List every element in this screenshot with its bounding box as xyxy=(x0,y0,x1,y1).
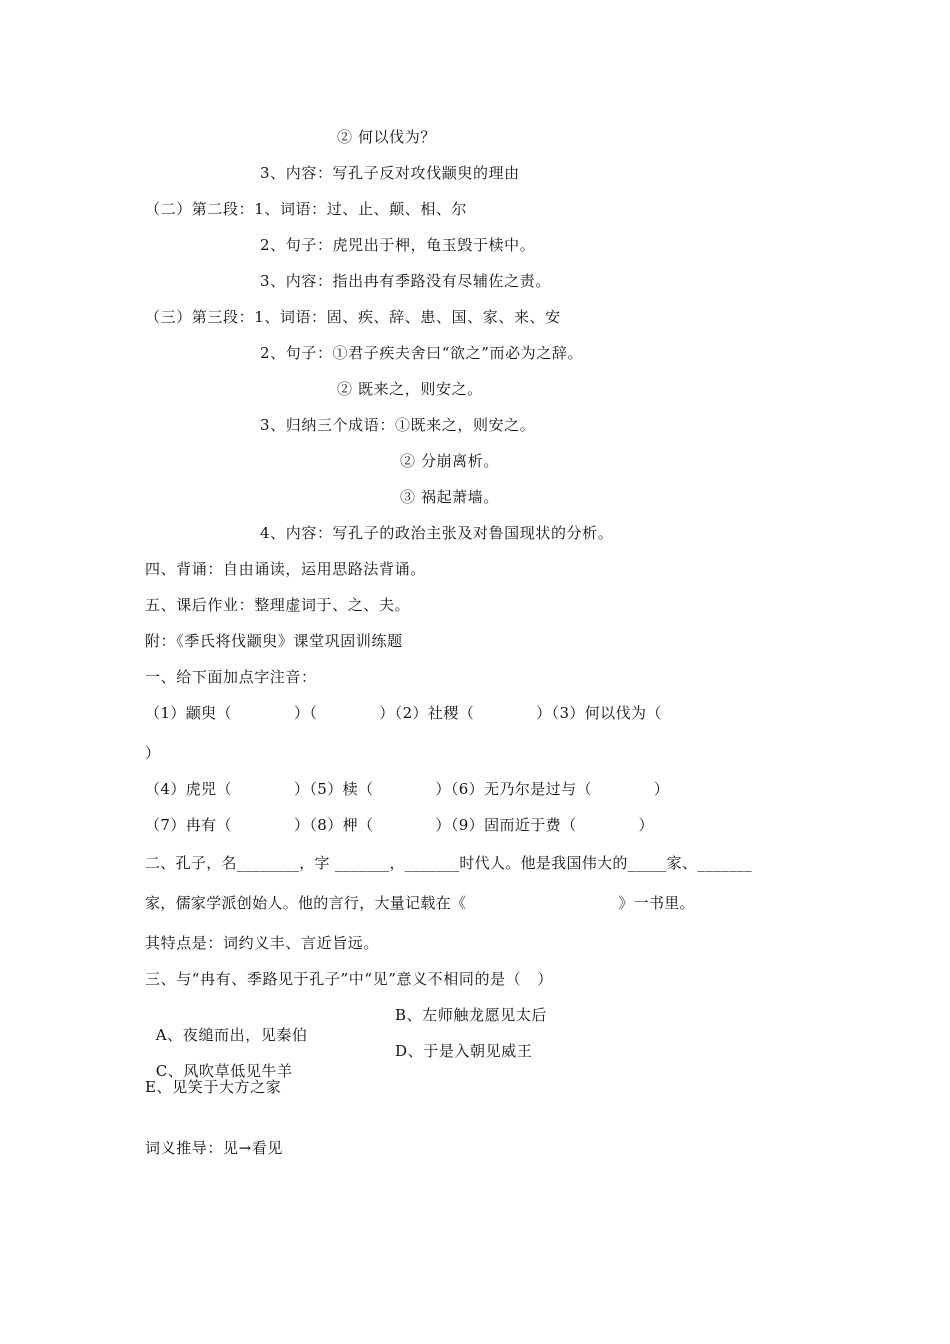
text-line: （1）颛臾（ ）（ ）（2）社稷（ ）（3）何以伐为（ xyxy=(145,704,662,722)
text-line: ② 何以伐为？ xyxy=(337,128,436,146)
text-line: ② 既来之，则安之。 xyxy=(337,380,483,398)
text-line: （7）冉有（ ）（8）柙（ ）（9）固而近于费（ ） xyxy=(145,816,654,834)
text-line: ② 分崩离析。 xyxy=(400,452,499,470)
text-line: 二、孔子，名________，字 _______，_______时代人。他是我国伟大的_____家、_______ xyxy=(145,854,752,872)
text-line: ） xyxy=(145,744,161,762)
text-line: 五、课后作业：整理虚词于、之、夫。 xyxy=(145,596,411,614)
text-line: 3、内容：写孔子反对攻伐颛臾的理由 xyxy=(260,164,520,182)
text-line: 2、句子：①君子疾夫舍曰“欲之”而必为之辞。 xyxy=(260,344,584,362)
text-line: 附：《季氏将伐颛臾》课堂巩固训练题 xyxy=(145,632,403,650)
text-line: 一、给下面加点字注音： xyxy=(145,668,317,686)
text-line: 家，儒家学派创始人。他的言行，大量记载在《 》一书里。 xyxy=(145,894,695,912)
text-line: 三、与“冉有、季路见于孔子”中“见”意义不相同的是（ ） xyxy=(145,970,553,988)
text-line: 词义推导：见→看见 xyxy=(145,1139,283,1157)
option-b: B、左师触龙愿见太后 xyxy=(395,1006,548,1024)
text-line: 2、句子：虎兕出于柙，龟玉毁于椟中。 xyxy=(260,236,536,254)
option-d: D、于是入朝见威王 xyxy=(395,1042,533,1060)
text-line: （二）第二段：1、词语：过、止、颠、相、尔 xyxy=(145,200,468,218)
option-row xyxy=(145,1041,745,1080)
option-row xyxy=(145,1005,745,1044)
text-line: （三）第三段：1、词语：固、疾、辞、患、国、家、来、安 xyxy=(145,308,561,326)
text-line: 四、背诵：自由诵读，运用思路法背诵。 xyxy=(145,560,426,578)
text-line: （4）虎兕（ ）（5）椟（ ）（6）无乃尔是过与（ ） xyxy=(145,780,670,798)
option-c: C、风吹草低见牛羊 xyxy=(155,1062,293,1080)
text-line: E、见笑于大方之家 xyxy=(145,1078,282,1096)
text-line: 3、归纳三个成语：①既来之，则安之。 xyxy=(260,416,536,434)
text-line: 4、内容：写孔子的政治主张及对鲁国现状的分析。 xyxy=(260,524,614,542)
option-a: A、夜缒而出，见秦伯 xyxy=(155,1026,308,1044)
text-line: ③ 祸起萧墙。 xyxy=(400,488,499,506)
text-line: 其特点是：词约义丰、言近旨远。 xyxy=(145,934,380,952)
text-line: 3、内容：指出冉有季路没有尽辅佐之责。 xyxy=(260,272,551,290)
